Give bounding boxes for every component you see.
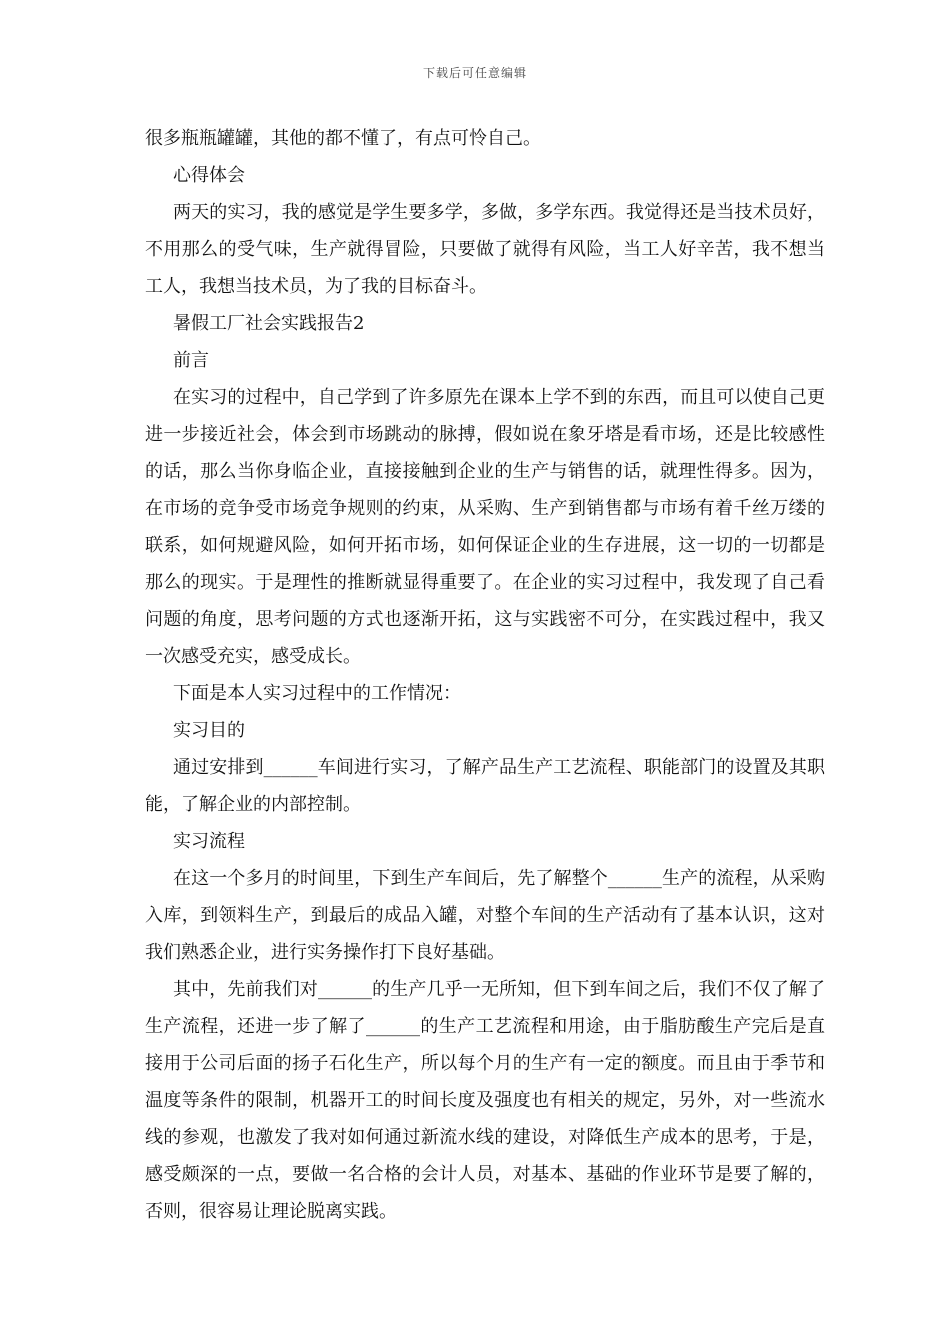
- paragraph: 下面是本人实习过程中的工作情况：: [173, 683, 461, 704]
- paragraph: 其中，先前我们对______的生产几乎一无所知，但下到车间之后，我们不仅了解了生产流程，还进一步了解了______的生产工艺流程和用途，由于脂肪酸生产完后是直接用于公司后面的扬子石化生产，所以每个月的生产有一定的额度。而且由于季节和温度等条件的限制，机器开工的时间长度及强度也有相关的规定，另外，对一些流水线的参观，也激发了我对如何通过新流水线的建设，对降低生产成本的思考，于是，感受颇深的一点，要做一名合格的会计人员，对基本、基础的作业环节是要了解的，否则，很容易让理论脱离实践。: [145, 979, 825, 1222]
- paragraph: 很多瓶瓶罐罐，其他的都不懂了，有点可怜自己。: [145, 128, 541, 149]
- page-header: 下载后可任意编辑: [422, 66, 527, 80]
- paragraph: 两天的实习，我的感觉是学生要多学，多做，多学东西。我觉得还是当技术员好，不用那么的受气味，生产就得冒险，只要做了就得有风险，当工人好辛苦，我不想当工人，我想当技术员，为了我的目标奋斗。: [145, 202, 825, 297]
- paragraph: 通过安排到______车间进行实习，了解产品生产工艺流程、职能部门的设置及其职能，了解企业的内部控制。: [145, 757, 825, 815]
- section-heading: 心得体会: [173, 165, 245, 186]
- document-body: [145, 120, 825, 1230]
- paragraph: 在这一个多月的时间里，下到生产车间后，先了解整个______生产的流程，从采购入库，到领料生产，到最后的成品入罐，对整个车间的生产活动有了基本认识，这对我们熟悉企业，进行实务操作打下良好基础。: [145, 868, 825, 963]
- section-heading: 前言: [173, 350, 209, 371]
- paragraph: 在实习的过程中，自己学到了许多原先在课本上学不到的东西，而且可以使自己更进一步接近社会，体会到市场跳动的脉搏，假如说在象牙塔是看市场，还是比较感性的话，那么当你身临企业，直接接触到企业的生产与销售的话，就理性得多。因为，在市场的竞争受市场竞争规则的约束，从采购、生产到销售都与市场有着千丝万缕的联系，如何规避风险，如何开拓市场，如何保证企业的生存进展，这一切的一切都是那么的现实。于是理性的推断就显得重要了。在企业的实习过程中，我发现了自己看问题的角度，思考问题的方式也逐渐开拓，这与实践密不可分，在实践过程中，我又一次感受充实，感受成长。: [145, 387, 825, 667]
- report-title: 暑假工厂社会实践报告2: [173, 313, 365, 334]
- section-heading: 实习目的: [173, 720, 245, 741]
- section-heading: 实习流程: [173, 831, 245, 852]
